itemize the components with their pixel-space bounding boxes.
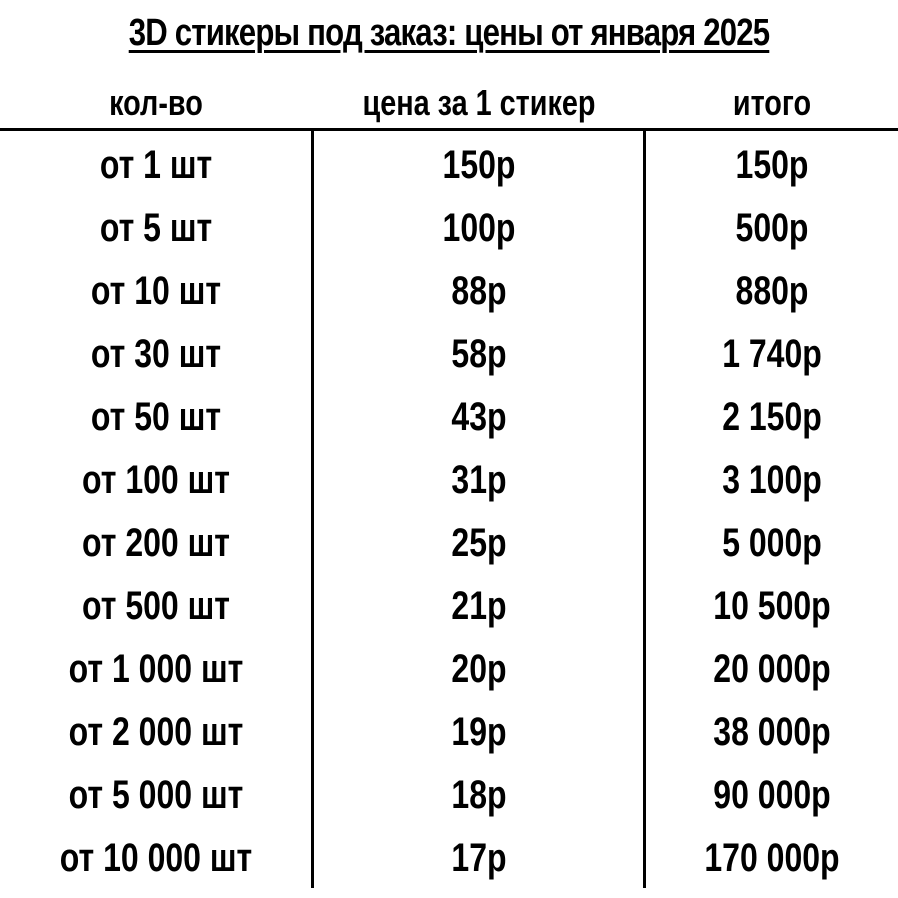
cell-price: 19р [451, 710, 507, 754]
cell-total: 170 000р [704, 836, 840, 880]
table-row [0, 512, 898, 575]
table-row [0, 638, 898, 701]
table-row [0, 386, 898, 449]
table-header [0, 78, 898, 128]
cell-total: 880р [735, 269, 809, 313]
cell-qty: от 200 шт [82, 521, 230, 565]
page-title-text: 3D стикеры под заказ: цены от января 2025 [128, 12, 770, 54]
cell-qty: от 50 шт [90, 395, 222, 439]
header-total: итого [732, 82, 812, 123]
cell-price: 17р [451, 836, 507, 880]
cell-qty: от 10 000 шт [59, 836, 253, 880]
cell-price: 20р [451, 647, 507, 691]
header-divider [0, 128, 898, 131]
cell-price: 25р [451, 521, 507, 565]
cell-qty: от 5 шт [99, 206, 213, 250]
cell-qty: от 500 шт [82, 584, 230, 628]
cell-qty: от 1 шт [99, 143, 213, 187]
cell-price: 58р [451, 332, 507, 376]
cell-qty: от 100 шт [82, 458, 230, 502]
table-row [0, 197, 898, 260]
page-title [81, 12, 817, 55]
table-row [0, 323, 898, 386]
cell-price: 21р [451, 584, 507, 628]
cell-total: 150р [735, 143, 809, 187]
cell-total: 2 150р [722, 395, 822, 439]
cell-price: 31р [451, 458, 507, 502]
cell-total: 20 000р [713, 647, 831, 691]
cell-qty: от 2 000 шт [68, 710, 244, 754]
table-row [0, 134, 898, 197]
cell-total: 90 000р [713, 773, 831, 817]
cell-qty: от 1 000 шт [68, 647, 244, 691]
cell-total: 3 100р [722, 458, 822, 502]
table-body [0, 134, 898, 894]
cell-qty: от 30 шт [90, 332, 222, 376]
cell-total: 10 500р [713, 584, 831, 628]
table-row [0, 764, 898, 827]
cell-price: 43р [451, 395, 507, 439]
cell-price: 88р [451, 269, 507, 313]
header-qty: кол-во [109, 82, 203, 123]
cell-qty: от 10 шт [90, 269, 222, 313]
table-row [0, 575, 898, 638]
cell-total: 500р [735, 206, 809, 250]
table-row [0, 449, 898, 512]
table-row [0, 701, 898, 764]
cell-price: 150р [442, 143, 516, 187]
cell-price: 18р [451, 773, 507, 817]
cell-total: 5 000р [722, 521, 822, 565]
header-price: цена за 1 стикер [362, 82, 596, 123]
cell-total: 1 740р [722, 332, 822, 376]
cell-total: 38 000р [713, 710, 831, 754]
table-row [0, 827, 898, 890]
table-row [0, 260, 898, 323]
cell-qty: от 5 000 шт [68, 773, 244, 817]
cell-price: 100р [442, 206, 516, 250]
